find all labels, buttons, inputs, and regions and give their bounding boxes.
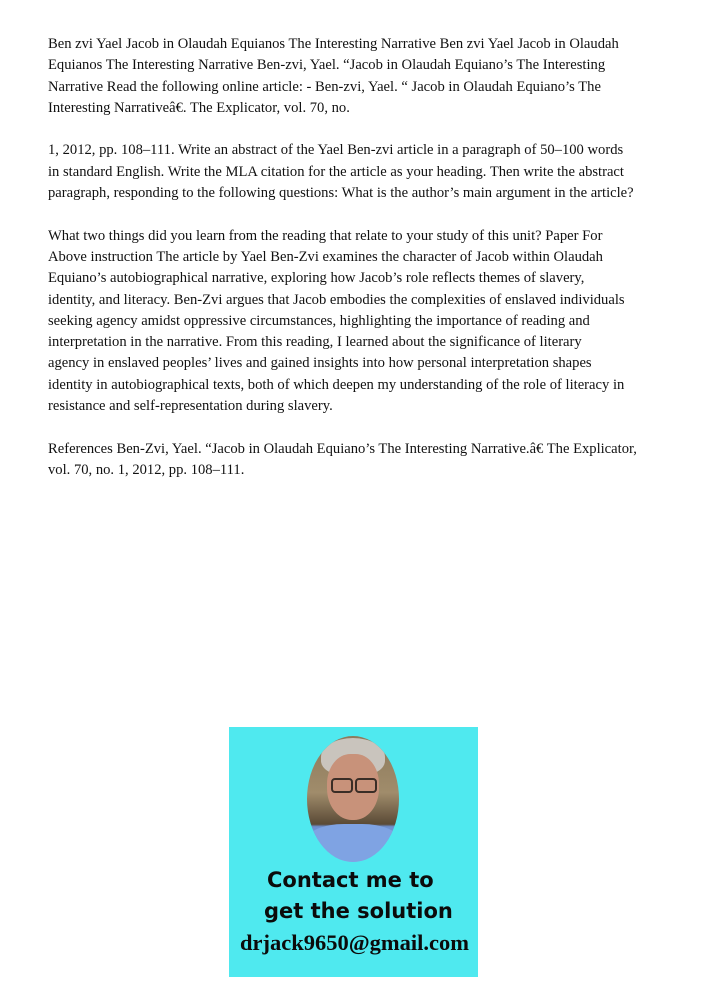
paragraph-intro <box>48 34 648 119</box>
text-line: Equiano’s autobiographical narrative, exploring how Jacob’s role reflects themes of slavery, <box>48 270 585 287</box>
portrait-shirt <box>307 824 399 862</box>
contact-email: drjack9650@gmail.com <box>240 930 470 955</box>
text-line: Ben zvi Yael Jacob in Olaudah Equianos The Interesting Narrative Ben zvi Yael Jacob in Olaudah <box>48 36 619 52</box>
text-line: in standard English. Write the MLA citation for the article as your heading. Then write the abstract <box>48 163 624 180</box>
text-line: interpretation in the narrative. From this reading, I learned about the significance of literary <box>48 334 582 351</box>
text-line: Interesting Narrativeâ€. The Explicator, vol. 70, no. <box>48 99 350 116</box>
document-body <box>48 34 648 503</box>
text-line: resistance and self-representation during slavery. <box>48 398 333 415</box>
paragraph-references <box>48 439 648 482</box>
text-line: vol. 70, no. 1, 2012, pp. 108–111. <box>48 461 245 478</box>
glasses-icon <box>331 778 353 793</box>
text-line: seeking agency amidst oppressive circumstances, highlighting the importance of reading and <box>48 312 590 329</box>
promo-heading-line1: Contact me to <box>267 868 434 892</box>
contact-promo-card[interactable] <box>229 727 478 977</box>
text-line: References Ben-Zvi, Yael. “Jacob in Olaudah Equiano’s The Interesting Narrative.â€ The Explicator, <box>48 440 637 457</box>
text-line: Equianos The Interesting Narrative Ben-zvi, Yael. “Jacob in Olaudah Equiano’s The Interesting <box>48 57 606 74</box>
text-line: What two things did you learn from the reading that relate to your study of this unit? Paper For <box>48 227 603 244</box>
text-line: 1, 2012, pp. 108–111. Write an abstract of the Yael Ben-zvi article in a paragraph of 50–100 words <box>48 142 624 159</box>
text-line: paragraph, responding to the following questions: What is the author’s main argument in the article? <box>48 185 634 202</box>
text-line: agency in enslaved peoples’ lives and gained insights into how personal interpretation shapes <box>48 355 592 372</box>
paragraph-instructions <box>48 140 648 204</box>
text-line: identity, and literacy. Ben-Zvi argues that Jacob embodies the complexities of enslaved individuals <box>48 291 625 308</box>
paragraph-abstract <box>48 226 648 418</box>
portrait-image <box>307 736 399 862</box>
promo-heading-line2: get the solution <box>264 899 453 923</box>
text-line: Above instruction The article by Yael Ben-Zvi examines the character of Jacob within Olaudah <box>48 248 603 265</box>
glasses-icon <box>355 778 377 793</box>
text-line: identity in autobiographical texts, both of which deepen my understanding of the role of literacy in <box>48 376 625 393</box>
text-line: Narrative Read the following online article: - Ben-zvi, Yael. “ Jacob in Olaudah Equiano’s The <box>48 78 601 95</box>
